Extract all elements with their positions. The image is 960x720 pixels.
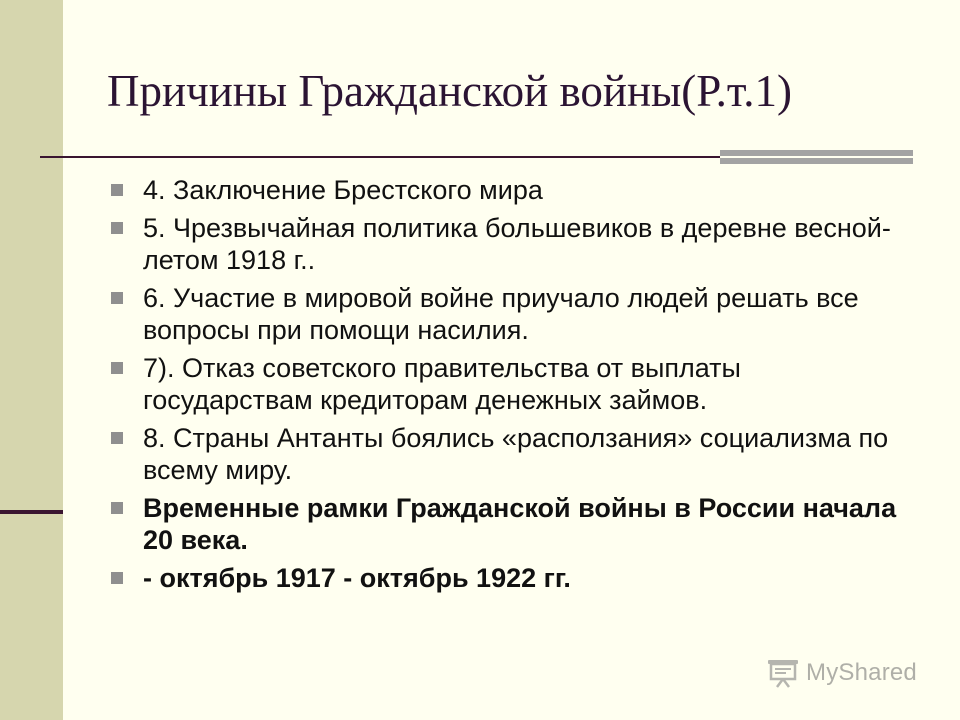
projector-screen-icon (766, 658, 800, 688)
slide-title: Причины Гражданской войны(Р.т.1) (107, 66, 792, 116)
bullet-text: 6. Участие в мировой войне приучало людей решать все вопросы при помощи насилия. (143, 283, 859, 345)
watermark-text: MyShared (806, 659, 917, 686)
bullet-item (107, 174, 897, 206)
square-bullet-icon (111, 572, 123, 584)
bullet-item (107, 212, 897, 276)
square-bullet-icon (111, 292, 123, 304)
bullet-list (107, 174, 897, 600)
bullet-text: 8. Страны Антанты боялись «расползания» социализма по всему миру. (143, 423, 889, 485)
bullet-text: - октябрь 1917 - октябрь 1922 гг. (143, 563, 571, 593)
bullet-text: 7). Отказ советского правительства от выплаты государствам кредиторам денежных займов. (143, 353, 741, 415)
bullet-text: 4. Заключение Брестского мира (143, 175, 543, 205)
watermark (766, 658, 917, 688)
bullet-text: 5. Чрезвычайная политика большевиков в деревне весной-летом 1918 г.. (143, 213, 891, 275)
square-bullet-icon (111, 222, 123, 234)
bullet-item (107, 422, 897, 486)
bullet-item (107, 282, 897, 346)
side-accent-bar (0, 0, 63, 720)
square-bullet-icon (111, 184, 123, 196)
square-bullet-icon (111, 432, 123, 444)
square-bullet-icon (111, 362, 123, 374)
bullet-item (107, 352, 897, 416)
bullet-item-bold (107, 492, 897, 556)
title-divider-accent (720, 150, 913, 164)
bullet-text: Временные рамки Гражданской войны в России начала 20 века. (143, 493, 897, 555)
side-accent-bar-cap (0, 510, 63, 514)
square-bullet-icon (111, 502, 123, 514)
bullet-item-bold (107, 562, 897, 594)
